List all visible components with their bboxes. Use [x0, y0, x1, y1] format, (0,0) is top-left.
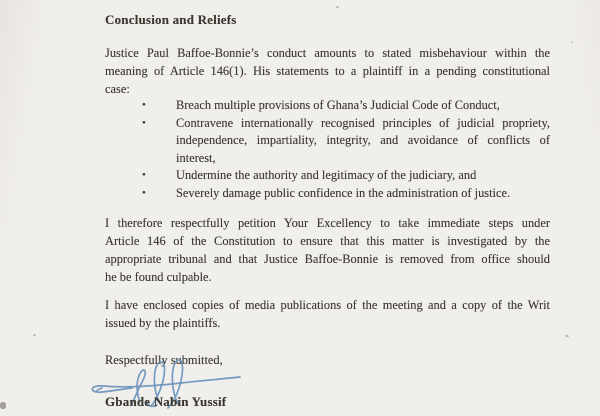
signatory-name: Gbande Nabin Yussif: [105, 394, 227, 409]
relief-list-item: [105, 115, 550, 168]
text-line: meaning of Article 146(1). His statements to a plaintiff in a pending constitutional: [105, 64, 550, 78]
text-line: Breach multiple provisions of Ghana’s Judicial Code of Conduct,: [176, 98, 500, 112]
relief-list-item: [105, 97, 550, 115]
text-line: case:: [105, 82, 130, 96]
scan-speck: [33, 334, 36, 336]
bullet-icon: •: [142, 186, 146, 199]
section-heading: Conclusion and Reliefs: [105, 12, 237, 27]
text-line: Severely damage public confidence in the administration of justice.: [176, 185, 511, 200]
relief-list-item: [105, 167, 550, 185]
paragraph-petition: [105, 214, 550, 286]
text-line: issued by the plaintiffs.: [105, 316, 221, 330]
bullet-icon: •: [142, 99, 146, 111]
scan-speck: [336, 6, 339, 8]
text-line: Contravene internationally recognised principles of judicial propriety,: [176, 115, 550, 130]
text-line: interest,: [176, 150, 216, 165]
closing-line: Respectfully submitted,: [105, 353, 223, 367]
text-line: Justice Paul Baffoe-Bonnie’s conduct amounts to stated misbehaviour within the: [105, 46, 550, 60]
text-line: Undermine the authority and legitimacy of the judiciary, and: [176, 168, 477, 182]
scan-speck: [571, 41, 573, 43]
relief-list-item: [105, 185, 550, 203]
text-line: Article 146 of the Constitution to ensure that this matter is investigated by the: [105, 234, 550, 248]
bullet-icon: •: [142, 116, 146, 129]
paragraph-enclosures: [105, 296, 550, 332]
bullet-icon: •: [142, 169, 146, 181]
reliefs-bullet-list: [105, 97, 550, 202]
text-line: he be found culpable.: [105, 270, 212, 284]
paragraph-conduct: [105, 44, 550, 98]
scan-speck: [565, 334, 569, 337]
text-line: independence, impartiality, integrity, and avoidance of conflicts of: [176, 133, 550, 147]
text-line: I therefore respectfully petition Your Excellency to take immediate steps under: [105, 216, 550, 230]
scan-speck: [0, 402, 6, 409]
text-line: appropriate tribunal and that Justice Baffoe-Bonnie is removed from office should: [105, 252, 550, 266]
text-line: I have enclosed copies of media publications of the meeting and a copy of the Writ: [105, 298, 550, 312]
